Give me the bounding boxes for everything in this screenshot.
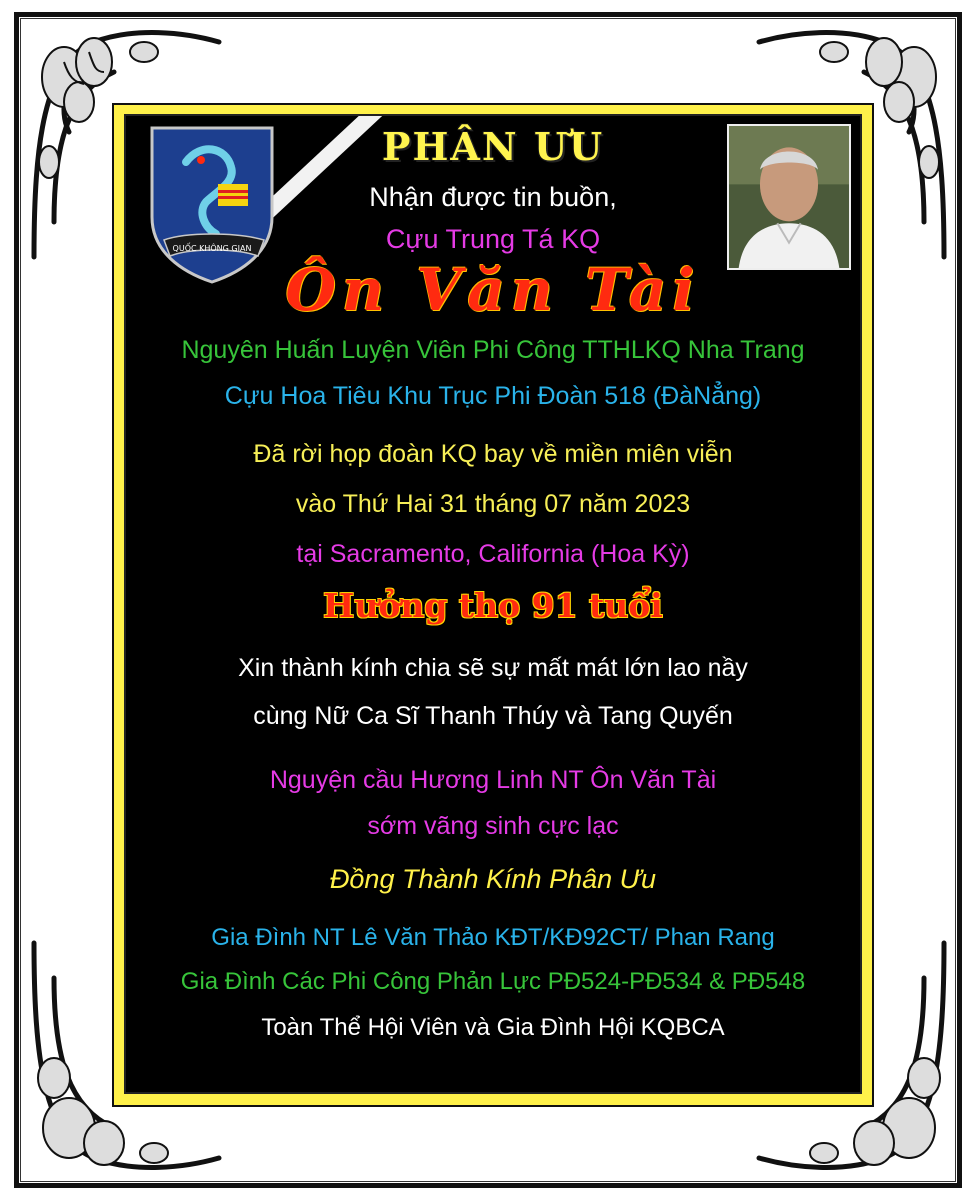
signatory-2: Gia Đình Các Phi Công Phản Lực PĐ524-PĐ534 & PĐ548 xyxy=(180,968,806,995)
closing-text: Đồng Thành Kính Phân Ưu xyxy=(329,864,657,894)
role-line-2: Cựu Hoa Tiêu Khu Trục Phi Đoàn 518 (ĐàNẳng) xyxy=(224,382,762,410)
condolence-line-2: cùng Nữ Ca Sĩ Thanh Thúy và Tang Quyến xyxy=(253,702,733,730)
prayer-line-2: sớm vãng sinh cực lạc xyxy=(367,812,619,840)
passing-date: vào Thứ Hai 31 tháng 07 năm 2023 xyxy=(295,490,691,518)
intro-text: Nhận được tin buồn, xyxy=(369,182,617,212)
signatory-1: Gia Đình NT Lê Văn Thảo KĐT/KĐ92CT/ Phan Rang xyxy=(211,924,775,951)
passing-place: tại Sacramento, California (Hoa Kỳ) xyxy=(296,540,690,568)
role-line-1: Nguyên Huấn Luyện Viên Phi Công TTHLKQ Nha Trang xyxy=(181,336,805,364)
passing-line-1: Đã rời họp đoàn KQ bay về miền miên viễn xyxy=(253,440,733,468)
condolence-line-1: Xin thành kính chia sẽ sự mất mát lớn lao nầy xyxy=(238,654,748,682)
prayer-line-1: Nguyện cầu Hương Linh NT Ôn Văn Tài xyxy=(269,766,717,794)
age-text: Hưởng thọ 91 tuổi xyxy=(323,586,663,625)
page-title: PHÂN ƯU xyxy=(381,124,605,169)
signatory-3: Toàn Thể Hội Viên và Gia Đình Hội KQBCA xyxy=(261,1014,725,1041)
emblem-motto: QUỐC KHÔNG GIAN xyxy=(172,244,252,253)
deceased-name: Ôn Văn Tài xyxy=(285,256,701,324)
rank-text: Cựu Trung Tá KQ xyxy=(385,224,601,254)
